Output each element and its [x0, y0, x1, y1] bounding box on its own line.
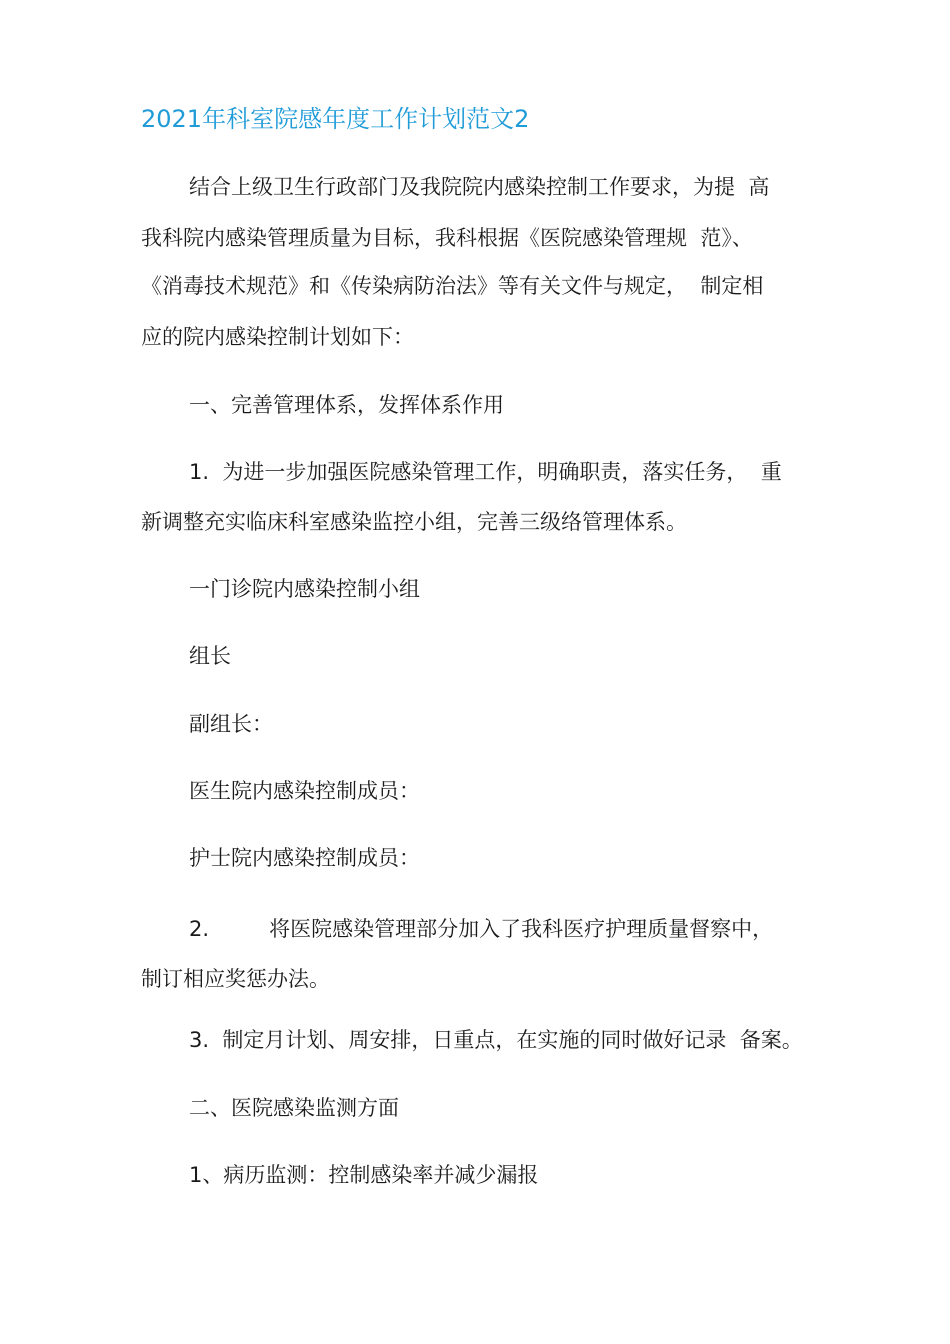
section1-item1-line-1: 1. 为进一步加强医院感染管理工作，明确职责，落实任务， 重 — [189, 460, 782, 484]
section1-heading: 一、完善管理体系，发挥体系作用 — [189, 393, 504, 417]
section1-item2-line-1: 2. 将医院感染管理部分加入了我科医疗护理质量督察中， — [189, 917, 774, 941]
group-deputy-leader: 副组长： — [189, 712, 273, 736]
group-nurse-members: 护士院内感染控制成员： — [189, 846, 420, 870]
section2-item1: 1、病历监测：控制感染率并减少漏报 — [189, 1163, 539, 1187]
intro-line-3: 《消毒技术规范》和《传染病防治法》等有关文件与规定， 制定相 — [141, 274, 764, 298]
group-doctor-members: 医生院内感染控制成员： — [189, 779, 420, 803]
intro-line-1: 结合上级卫生行政部门及我院院内感染控制工作要求，为提 高 — [189, 175, 770, 199]
section1-item2-line-2: 制订相应奖惩办法。 — [141, 967, 330, 991]
intro-line-2: 我科院内感染管理质量为目标，我科根据《医院感染管理规 范》、 — [141, 226, 753, 250]
group-leader: 组长 — [189, 644, 231, 668]
section1-item1-line-2: 新调整充实临床科室感染监控小组，完善三级络管理体系。 — [141, 510, 687, 534]
group-title: 一门诊院内感染控制小组 — [189, 577, 420, 601]
document-title: 2021年科室院感年度工作计划范文2 — [141, 105, 530, 133]
section2-heading: 二、医院感染监测方面 — [189, 1096, 399, 1120]
intro-line-4: 应的院内感染控制计划如下： — [141, 325, 414, 349]
section1-item3: 3. 制定月计划、周安排，日重点，在实施的同时做好记录 备案。 — [189, 1028, 803, 1052]
